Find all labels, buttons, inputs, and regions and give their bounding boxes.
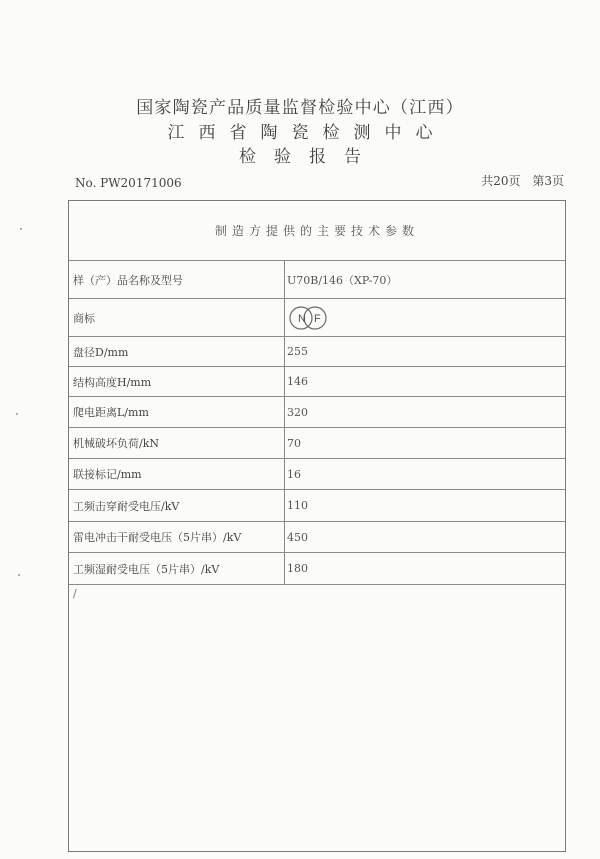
row-label: 样（产）品名称及型号	[73, 273, 183, 287]
row-value: U70B/146（XP-70）	[287, 273, 398, 287]
table-row	[69, 490, 565, 522]
header-center-line: 江西省陶瓷检测中心	[167, 123, 447, 143]
scan-speck	[20, 228, 22, 230]
row-label: 雷电冲击干耐受电压（5片串）/kV	[73, 531, 242, 544]
row-value: 146	[287, 375, 308, 388]
table-row	[69, 261, 565, 299]
row-value: 70	[287, 436, 301, 450]
row-label: 工频击穿耐受电压/kV	[73, 499, 180, 513]
row-label: 联接标记/mm	[73, 468, 142, 481]
total-pages: 共20页	[481, 174, 521, 188]
row-value: 450	[287, 530, 308, 544]
table-row	[69, 459, 565, 490]
parameters-table	[68, 200, 566, 852]
page-indicator	[473, 172, 564, 189]
row-value: 255	[287, 345, 308, 358]
row-value: 180	[287, 562, 308, 575]
table-title: 制造方提供的主要技术参数	[69, 201, 565, 261]
header-org-line: 国家陶瓷产品质量监督检验中心（江西）	[136, 98, 464, 118]
scan-speck	[18, 574, 20, 576]
row-value	[287, 299, 329, 336]
table-row	[69, 522, 565, 553]
table-row	[69, 428, 565, 459]
row-label: 商标	[73, 311, 95, 325]
table-row	[69, 553, 565, 585]
row-label: 结构高度H/mm	[73, 375, 152, 389]
row-label: 机械破坏负荷/kN	[73, 437, 159, 450]
table-row	[69, 367, 565, 397]
blank-area-mark: /	[73, 587, 77, 600]
row-label: 盘径D/mm	[73, 345, 129, 359]
table-row	[69, 397, 565, 428]
row-value: 320	[287, 405, 308, 419]
trademark-letter-n: N	[298, 312, 306, 325]
table-row	[69, 337, 565, 367]
table-row	[69, 299, 565, 337]
trademark-logo	[287, 305, 329, 331]
row-label: 爬电距离L/mm	[73, 406, 149, 419]
trademark-letter-f: F	[314, 312, 321, 325]
scan-speck	[16, 413, 18, 415]
report-number: No. PW20171006	[75, 176, 182, 190]
row-label: 工频湿耐受电压（5片串）/kV	[73, 562, 220, 576]
current-page: 第3页	[532, 174, 564, 188]
row-value: 110	[287, 499, 308, 512]
row-value: 16	[287, 467, 301, 481]
report-title: 检验报告	[239, 147, 379, 167]
